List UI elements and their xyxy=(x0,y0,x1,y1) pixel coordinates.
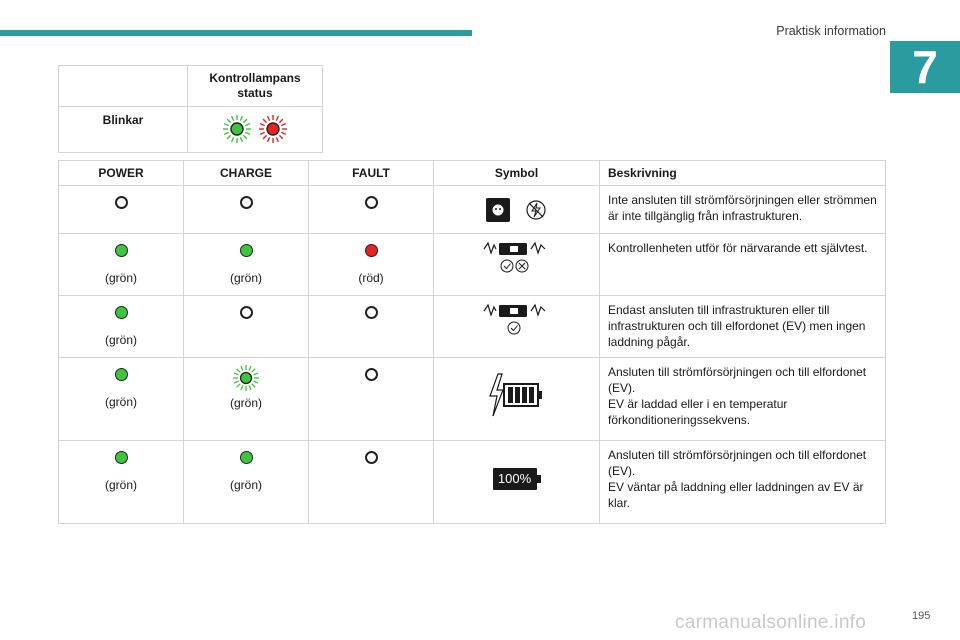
description-cell xyxy=(600,296,886,358)
battery-plug-check-icon xyxy=(482,302,552,336)
fault-cell xyxy=(309,234,434,296)
plug-crossed-lightning-icon xyxy=(482,196,552,226)
charge-cell xyxy=(184,441,309,524)
table-row xyxy=(59,186,886,234)
symbol-cell xyxy=(434,441,600,524)
description-text: Kontrollenheten utför för närvarande ett självtest. xyxy=(608,241,868,255)
power-led-green-icon xyxy=(115,368,128,381)
description-cell xyxy=(600,358,886,441)
charge-cell xyxy=(184,358,309,441)
description-cell xyxy=(600,234,886,296)
status-table xyxy=(58,160,886,524)
col-header-description: Beskrivning xyxy=(600,161,886,186)
description-cell xyxy=(600,441,886,524)
page-number: 195 xyxy=(912,610,931,622)
legend-empty-header xyxy=(59,66,188,107)
table-row xyxy=(59,234,886,296)
legend-blink-cell xyxy=(188,107,323,153)
legend-table xyxy=(58,65,323,153)
blinking-leds-icon xyxy=(215,113,295,145)
charge-led-label: (grön) xyxy=(229,478,262,492)
section-title: Praktisk information xyxy=(776,24,886,38)
charge-led-off-icon xyxy=(240,196,253,209)
blinking-red-led-icon xyxy=(259,115,287,143)
power-led-label: (grön) xyxy=(104,333,137,347)
description-cell xyxy=(600,186,886,234)
battery-plug-check-cross-icon xyxy=(482,240,552,274)
battery-percent-label: 100% xyxy=(493,468,537,490)
battery-full-icon xyxy=(493,468,541,490)
fault-led-off-icon xyxy=(365,196,378,209)
power-cell xyxy=(59,234,184,296)
charge-cell xyxy=(184,186,309,234)
header-accent-bar xyxy=(0,30,472,36)
description-text: Ansluten till strömförsörjningen och till elfordonet (EV). xyxy=(608,448,867,478)
legend-row-label: Blinkar xyxy=(59,107,188,153)
power-cell xyxy=(59,358,184,441)
fault-cell xyxy=(309,296,434,358)
fault-led-label: (röd) xyxy=(358,271,384,285)
chapter-number-tab: 7 xyxy=(890,41,960,93)
table-row xyxy=(59,296,886,358)
fault-led-off-icon xyxy=(365,451,378,464)
col-header-fault: FAULT xyxy=(309,161,434,186)
table-row xyxy=(59,358,886,441)
fault-led-off-icon xyxy=(365,306,378,319)
power-led-off-icon xyxy=(115,196,128,209)
battery-charging-icon xyxy=(487,372,547,420)
fault-led-red-icon xyxy=(365,244,378,257)
power-led-green-icon xyxy=(115,451,128,464)
power-cell xyxy=(59,296,184,358)
fault-led-off-icon xyxy=(365,368,378,381)
fault-cell xyxy=(309,186,434,234)
description-text: EV är laddad eller i en temperatur förkonditioneringssekvens. xyxy=(608,397,788,427)
legend-col-header: Kontrollampans status xyxy=(188,66,323,107)
charge-cell xyxy=(184,234,309,296)
table-row xyxy=(59,441,886,524)
charge-cell xyxy=(184,296,309,358)
charge-led-label: (grön) xyxy=(229,396,262,410)
charge-led-off-icon xyxy=(240,306,253,319)
charge-led-green-icon xyxy=(240,451,253,464)
power-led-label: (grön) xyxy=(104,271,137,285)
symbol-cell xyxy=(434,358,600,441)
description-text: Endast ansluten till infrastrukturen eller till infrastrukturen och till elfordonet (EV) men ingen laddning pågår. xyxy=(608,303,866,349)
col-header-symbol: Symbol xyxy=(434,161,600,186)
power-led-green-icon xyxy=(115,244,128,257)
description-text: Ansluten till strömförsörjningen och till elfordonet (EV). xyxy=(608,365,867,395)
charge-led-label: (grön) xyxy=(229,271,262,285)
status-table-header-row xyxy=(59,161,886,186)
description-text: Inte ansluten till strömförsörjningen eller strömmen är inte tillgänglig från infrastrukturen. xyxy=(608,193,877,223)
col-header-power: POWER xyxy=(59,161,184,186)
symbol-cell xyxy=(434,234,600,296)
col-header-charge: CHARGE xyxy=(184,161,309,186)
charge-led-blinking-green-icon xyxy=(230,364,262,392)
fault-cell xyxy=(309,358,434,441)
charge-led-green-icon xyxy=(240,244,253,257)
description-text: EV väntar på laddning eller laddningen av EV är klar. xyxy=(608,480,864,510)
watermark: carmanualsonline.info xyxy=(675,612,867,633)
power-led-label: (grön) xyxy=(104,395,137,409)
power-led-green-icon xyxy=(115,306,128,319)
symbol-cell xyxy=(434,186,600,234)
blinking-green-led-icon xyxy=(223,115,251,143)
power-cell xyxy=(59,441,184,524)
power-led-label: (grön) xyxy=(104,478,137,492)
power-cell xyxy=(59,186,184,234)
fault-cell xyxy=(309,441,434,524)
symbol-cell xyxy=(434,296,600,358)
battery-terminal xyxy=(537,475,541,483)
